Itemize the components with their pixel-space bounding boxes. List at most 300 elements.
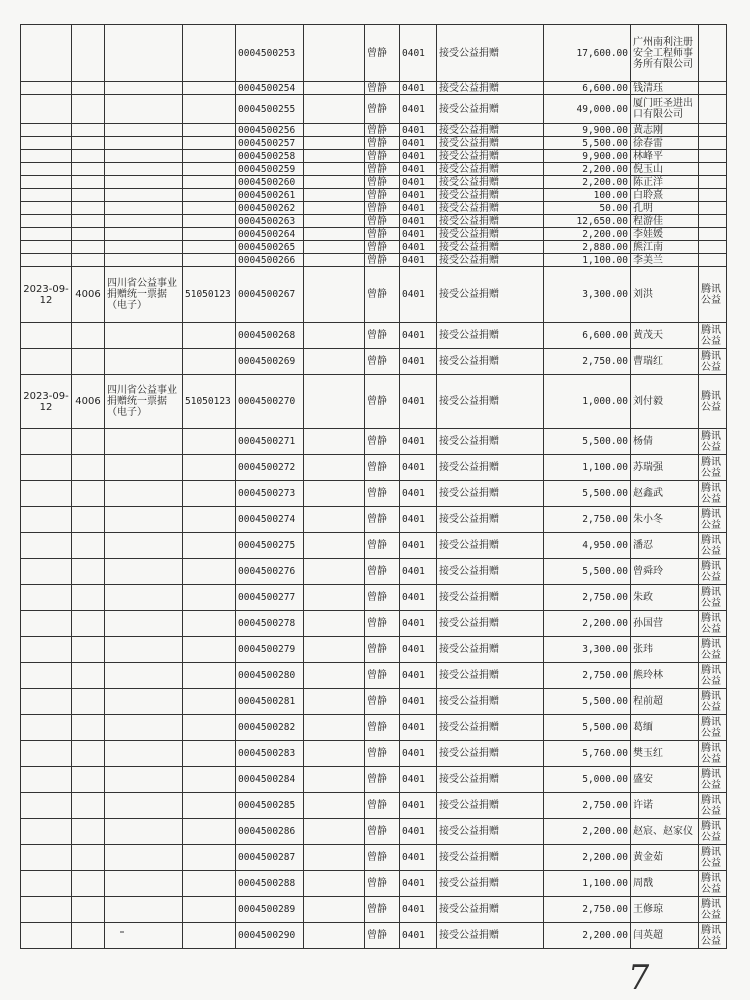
code-cell — [72, 871, 105, 897]
handler-cell: 曾静 — [365, 215, 400, 228]
handler-cell: 曾静 — [365, 254, 400, 267]
amount-cell: 1,100.00 — [544, 455, 631, 481]
date-cell — [21, 585, 72, 611]
donor-cell: 陈正洋 — [631, 176, 699, 189]
amount-cell: 5,500.00 — [544, 137, 631, 150]
receipt-number-cell: 0004500257 — [236, 137, 304, 150]
handler-cell: 曾静 — [365, 228, 400, 241]
platform-cell: 腾讯公益 — [699, 323, 727, 349]
receipt-type-cell — [105, 163, 183, 176]
table-row — [21, 845, 727, 871]
date-cell — [21, 559, 72, 585]
blank-cell — [304, 793, 365, 819]
account-code-cell: 0401 — [400, 663, 437, 689]
account-code-cell: 0401 — [400, 741, 437, 767]
handler-cell: 曾静 — [365, 95, 400, 124]
table-row — [21, 507, 727, 533]
table-row — [21, 819, 727, 845]
platform-cell — [699, 228, 727, 241]
batch-code-cell — [183, 228, 236, 241]
batch-code-cell — [183, 25, 236, 82]
receipt-type-cell — [105, 176, 183, 189]
account-code-cell: 0401 — [400, 455, 437, 481]
receipt-number-cell: 0004500265 — [236, 241, 304, 254]
platform-cell: 腾讯公益 — [699, 741, 727, 767]
handler-cell: 曾静 — [365, 375, 400, 429]
table-row — [21, 267, 727, 323]
description-cell: 接受公益捐赠 — [437, 819, 544, 845]
code-cell — [72, 124, 105, 137]
amount-cell: 6,600.00 — [544, 82, 631, 95]
table-row — [21, 871, 727, 897]
receipt-number-cell: 0004500274 — [236, 507, 304, 533]
code-cell — [72, 82, 105, 95]
handler-cell: 曾静 — [365, 82, 400, 95]
donor-cell: 厦门旺圣进出口有限公司 — [631, 95, 699, 124]
donor-cell: 熊江南 — [631, 241, 699, 254]
platform-cell — [699, 163, 727, 176]
date-cell — [21, 150, 72, 163]
amount-cell: 5,500.00 — [544, 689, 631, 715]
code-cell — [72, 202, 105, 215]
receipt-number-cell: 0004500281 — [236, 689, 304, 715]
account-code-cell: 0401 — [400, 163, 437, 176]
account-code-cell: 0401 — [400, 124, 437, 137]
amount-cell: 2,750.00 — [544, 585, 631, 611]
description-cell: 接受公益捐赠 — [437, 455, 544, 481]
batch-code-cell — [183, 163, 236, 176]
code-cell: 4006 — [72, 267, 105, 323]
code-cell — [72, 923, 105, 949]
table-row — [21, 349, 727, 375]
page-number: 7 — [625, 958, 653, 998]
donor-cell: 张玮 — [631, 637, 699, 663]
platform-cell — [699, 25, 727, 82]
donor-cell: 孔明 — [631, 202, 699, 215]
handler-cell: 曾静 — [365, 507, 400, 533]
batch-code-cell — [183, 481, 236, 507]
donor-cell: 朱小冬 — [631, 507, 699, 533]
description-cell: 接受公益捐赠 — [437, 150, 544, 163]
batch-code-cell — [183, 82, 236, 95]
donor-cell: 李娃媛 — [631, 228, 699, 241]
donor-cell: 程前超 — [631, 689, 699, 715]
date-cell — [21, 689, 72, 715]
donor-cell: 潘忍 — [631, 533, 699, 559]
blank-cell — [304, 189, 365, 202]
receipt-type-cell — [105, 637, 183, 663]
receipt-number-cell: 0004500259 — [236, 163, 304, 176]
handler-cell: 曾静 — [365, 585, 400, 611]
date-cell — [21, 793, 72, 819]
code-cell — [72, 585, 105, 611]
platform-cell: 腾讯公益 — [699, 663, 727, 689]
account-code-cell: 0401 — [400, 871, 437, 897]
receipt-number-cell: 0004500277 — [236, 585, 304, 611]
code-cell — [72, 455, 105, 481]
date-cell — [21, 189, 72, 202]
blank-cell — [304, 923, 365, 949]
handler-cell: 曾静 — [365, 429, 400, 455]
donor-cell: 许诺 — [631, 793, 699, 819]
batch-code-cell — [183, 323, 236, 349]
code-cell — [72, 323, 105, 349]
description-cell: 接受公益捐赠 — [437, 215, 544, 228]
handler-cell: 曾静 — [365, 481, 400, 507]
donor-cell: 樊玉红 — [631, 741, 699, 767]
amount-cell: 17,600.00 — [544, 25, 631, 82]
table-row — [21, 533, 727, 559]
date-cell — [21, 637, 72, 663]
description-cell: 接受公益捐赠 — [437, 82, 544, 95]
date-cell — [21, 137, 72, 150]
table-row — [21, 897, 727, 923]
blank-cell — [304, 137, 365, 150]
handler-cell: 曾静 — [365, 455, 400, 481]
code-cell — [72, 95, 105, 124]
platform-cell — [699, 124, 727, 137]
amount-cell: 2,200.00 — [544, 611, 631, 637]
receipt-number-cell: 0004500266 — [236, 254, 304, 267]
donor-cell: 刘洪 — [631, 267, 699, 323]
table-row — [21, 137, 727, 150]
description-cell: 接受公益捐赠 — [437, 241, 544, 254]
amount-cell: 5,760.00 — [544, 741, 631, 767]
blank-cell — [304, 215, 365, 228]
batch-code-cell — [183, 124, 236, 137]
amount-cell: 5,000.00 — [544, 767, 631, 793]
batch-code-cell — [183, 663, 236, 689]
blank-cell — [304, 455, 365, 481]
description-cell: 接受公益捐赠 — [437, 349, 544, 375]
amount-cell: 9,900.00 — [544, 150, 631, 163]
description-cell: 接受公益捐赠 — [437, 375, 544, 429]
amount-cell: 2,750.00 — [544, 663, 631, 689]
table-row — [21, 585, 727, 611]
date-cell — [21, 871, 72, 897]
date-cell — [21, 95, 72, 124]
description-cell: 接受公益捐赠 — [437, 793, 544, 819]
batch-code-cell — [183, 611, 236, 637]
receipt-type-cell — [105, 95, 183, 124]
donor-cell: 苏瑞强 — [631, 455, 699, 481]
blank-cell — [304, 176, 365, 189]
handler-cell: 曾静 — [365, 637, 400, 663]
date-cell — [21, 819, 72, 845]
platform-cell: 腾讯公益 — [699, 793, 727, 819]
receipt-number-cell: 0004500271 — [236, 429, 304, 455]
description-cell: 接受公益捐赠 — [437, 663, 544, 689]
platform-cell: 腾讯公益 — [699, 611, 727, 637]
receipt-type-cell — [105, 254, 183, 267]
amount-cell: 2,880.00 — [544, 241, 631, 254]
blank-cell — [304, 323, 365, 349]
account-code-cell: 0401 — [400, 375, 437, 429]
date-cell — [21, 163, 72, 176]
blank-cell — [304, 845, 365, 871]
receipt-type-cell — [105, 202, 183, 215]
blank-cell — [304, 715, 365, 741]
receipt-number-cell: 0004500286 — [236, 819, 304, 845]
amount-cell: 2,200.00 — [544, 228, 631, 241]
platform-cell: 腾讯公益 — [699, 507, 727, 533]
blank-cell — [304, 897, 365, 923]
receipt-type-cell — [105, 137, 183, 150]
receipt-type-cell — [105, 819, 183, 845]
description-cell: 接受公益捐赠 — [437, 871, 544, 897]
account-code-cell: 0401 — [400, 715, 437, 741]
description-cell: 接受公益捐赠 — [437, 897, 544, 923]
date-cell — [21, 741, 72, 767]
code-cell — [72, 767, 105, 793]
code-cell — [72, 819, 105, 845]
amount-cell: 12,650.00 — [544, 215, 631, 228]
handler-cell: 曾静 — [365, 819, 400, 845]
receipt-type-cell — [105, 767, 183, 793]
date-cell — [21, 254, 72, 267]
platform-cell: 腾讯公益 — [699, 267, 727, 323]
description-cell: 接受公益捐赠 — [437, 559, 544, 585]
batch-code-cell: 51050123 — [183, 375, 236, 429]
table-row — [21, 481, 727, 507]
blank-cell — [304, 241, 365, 254]
handler-cell: 曾静 — [365, 163, 400, 176]
receipt-type-cell — [105, 559, 183, 585]
handler-cell: 曾静 — [365, 689, 400, 715]
blank-cell — [304, 533, 365, 559]
batch-code-cell — [183, 559, 236, 585]
account-code-cell: 0401 — [400, 533, 437, 559]
code-cell — [72, 611, 105, 637]
platform-cell: 腾讯公益 — [699, 897, 727, 923]
account-code-cell: 0401 — [400, 215, 437, 228]
description-cell: 接受公益捐赠 — [437, 637, 544, 663]
amount-cell: 2,200.00 — [544, 176, 631, 189]
code-cell — [72, 689, 105, 715]
account-code-cell: 0401 — [400, 228, 437, 241]
blank-cell — [304, 254, 365, 267]
batch-code-cell: 51050123 — [183, 267, 236, 323]
receipt-type-cell — [105, 455, 183, 481]
table-row — [21, 176, 727, 189]
description-cell: 接受公益捐赠 — [437, 267, 544, 323]
description-cell: 接受公益捐赠 — [437, 163, 544, 176]
donor-cell: 黄茂天 — [631, 323, 699, 349]
account-code-cell: 0401 — [400, 176, 437, 189]
receipt-number-cell: 0004500276 — [236, 559, 304, 585]
date-cell — [21, 923, 72, 949]
donor-cell: 李美兰 — [631, 254, 699, 267]
description-cell: 接受公益捐赠 — [437, 923, 544, 949]
batch-code-cell — [183, 585, 236, 611]
code-cell — [72, 637, 105, 663]
table-row — [21, 95, 727, 124]
code-cell — [72, 137, 105, 150]
batch-code-cell — [183, 202, 236, 215]
account-code-cell: 0401 — [400, 25, 437, 82]
amount-cell: 3,300.00 — [544, 267, 631, 323]
blank-cell — [304, 663, 365, 689]
batch-code-cell — [183, 95, 236, 124]
code-cell — [72, 176, 105, 189]
receipt-type-cell — [105, 715, 183, 741]
account-code-cell: 0401 — [400, 481, 437, 507]
donor-cell: 曹瑞红 — [631, 349, 699, 375]
blank-cell — [304, 611, 365, 637]
receipt-number-cell: 0004500279 — [236, 637, 304, 663]
receipt-number-cell: 0004500275 — [236, 533, 304, 559]
code-cell — [72, 163, 105, 176]
date-cell — [21, 481, 72, 507]
receipt-type-cell — [105, 349, 183, 375]
donor-cell: 盛安 — [631, 767, 699, 793]
code-cell — [72, 25, 105, 82]
blank-cell — [304, 124, 365, 137]
donor-cell: 倪玉山 — [631, 163, 699, 176]
date-cell — [21, 845, 72, 871]
platform-cell — [699, 254, 727, 267]
account-code-cell: 0401 — [400, 611, 437, 637]
amount-cell: 2,200.00 — [544, 819, 631, 845]
platform-cell: 腾讯公益 — [699, 871, 727, 897]
amount-cell: 1,000.00 — [544, 375, 631, 429]
date-cell — [21, 507, 72, 533]
batch-code-cell — [183, 254, 236, 267]
receipt-number-cell: 0004500258 — [236, 150, 304, 163]
receipt-number-cell: 0004500288 — [236, 871, 304, 897]
handler-cell: 曾静 — [365, 767, 400, 793]
receipt-type-cell — [105, 215, 183, 228]
table-row — [21, 124, 727, 137]
donor-cell: 赵鑫武 — [631, 481, 699, 507]
table-row — [21, 429, 727, 455]
code-cell — [72, 507, 105, 533]
handler-cell: 曾静 — [365, 559, 400, 585]
platform-cell — [699, 241, 727, 254]
blank-cell — [304, 871, 365, 897]
blank-cell — [304, 767, 365, 793]
donor-cell: 闫英超 — [631, 923, 699, 949]
receipt-number-cell: 0004500254 — [236, 82, 304, 95]
receipt-type-cell — [105, 871, 183, 897]
receipt-type-cell — [105, 845, 183, 871]
donor-cell: 广州南利注册安全工程师事务所有限公司 — [631, 25, 699, 82]
receipt-type-cell — [105, 663, 183, 689]
receipt-number-cell: 0004500272 — [236, 455, 304, 481]
receipt-number-cell: 0004500262 — [236, 202, 304, 215]
receipt-number-cell: 0004500287 — [236, 845, 304, 871]
amount-cell: 2,200.00 — [544, 163, 631, 176]
description-cell: 接受公益捐赠 — [437, 189, 544, 202]
platform-cell: 腾讯公益 — [699, 689, 727, 715]
description-cell: 接受公益捐赠 — [437, 611, 544, 637]
amount-cell: 9,900.00 — [544, 124, 631, 137]
description-cell: 接受公益捐赠 — [437, 845, 544, 871]
description-cell: 接受公益捐赠 — [437, 481, 544, 507]
platform-cell — [699, 189, 727, 202]
handler-cell: 曾静 — [365, 25, 400, 82]
batch-code-cell — [183, 533, 236, 559]
receipt-type-cell — [105, 323, 183, 349]
table-row — [21, 923, 727, 949]
handler-cell: 曾静 — [365, 189, 400, 202]
code-cell — [72, 150, 105, 163]
account-code-cell: 0401 — [400, 267, 437, 323]
table-row — [21, 202, 727, 215]
table-row — [21, 611, 727, 637]
blank-cell — [304, 375, 365, 429]
receipt-type-cell — [105, 25, 183, 82]
description-cell: 接受公益捐赠 — [437, 507, 544, 533]
batch-code-cell — [183, 871, 236, 897]
date-cell — [21, 533, 72, 559]
description-cell: 接受公益捐赠 — [437, 429, 544, 455]
receipt-type-cell: 四川省公益事业捐赠统一票据（电子） — [105, 375, 183, 429]
blank-cell — [304, 585, 365, 611]
description-cell: 接受公益捐赠 — [437, 228, 544, 241]
batch-code-cell — [183, 793, 236, 819]
handler-cell: 曾静 — [365, 150, 400, 163]
batch-code-cell — [183, 819, 236, 845]
donor-cell: 周戬 — [631, 871, 699, 897]
table-row — [21, 323, 727, 349]
platform-cell: 腾讯公益 — [699, 585, 727, 611]
table-row — [21, 241, 727, 254]
code-cell — [72, 663, 105, 689]
blank-cell — [304, 267, 365, 323]
amount-cell: 50.00 — [544, 202, 631, 215]
handler-cell: 曾静 — [365, 741, 400, 767]
description-cell: 接受公益捐赠 — [437, 715, 544, 741]
table-row — [21, 689, 727, 715]
handler-cell: 曾静 — [365, 611, 400, 637]
amount-cell: 100.00 — [544, 189, 631, 202]
blank-cell — [304, 349, 365, 375]
amount-cell: 1,100.00 — [544, 871, 631, 897]
date-cell: 2023-09-12 — [21, 375, 72, 429]
platform-cell — [699, 202, 727, 215]
blank-cell — [304, 95, 365, 124]
code-cell — [72, 741, 105, 767]
batch-code-cell — [183, 689, 236, 715]
blank-cell — [304, 507, 365, 533]
handler-cell: 曾静 — [365, 124, 400, 137]
receipt-type-cell — [105, 923, 183, 949]
batch-code-cell — [183, 507, 236, 533]
batch-code-cell — [183, 215, 236, 228]
amount-cell: 5,500.00 — [544, 481, 631, 507]
table-row — [21, 163, 727, 176]
batch-code-cell — [183, 429, 236, 455]
receipt-number-cell: 0004500267 — [236, 267, 304, 323]
handler-cell: 曾静 — [365, 663, 400, 689]
blank-cell — [304, 25, 365, 82]
batch-code-cell — [183, 637, 236, 663]
receipt-number-cell: 0004500253 — [236, 25, 304, 82]
account-code-cell: 0401 — [400, 95, 437, 124]
description-cell: 接受公益捐赠 — [437, 585, 544, 611]
code-cell — [72, 241, 105, 254]
receipt-number-cell: 0004500260 — [236, 176, 304, 189]
platform-cell — [699, 82, 727, 95]
date-cell — [21, 176, 72, 189]
date-cell — [21, 124, 72, 137]
receipt-type-cell — [105, 228, 183, 241]
receipt-type-cell — [105, 897, 183, 923]
receipt-number-cell: 0004500264 — [236, 228, 304, 241]
receipt-number-cell: 0004500263 — [236, 215, 304, 228]
receipt-type-cell — [105, 150, 183, 163]
